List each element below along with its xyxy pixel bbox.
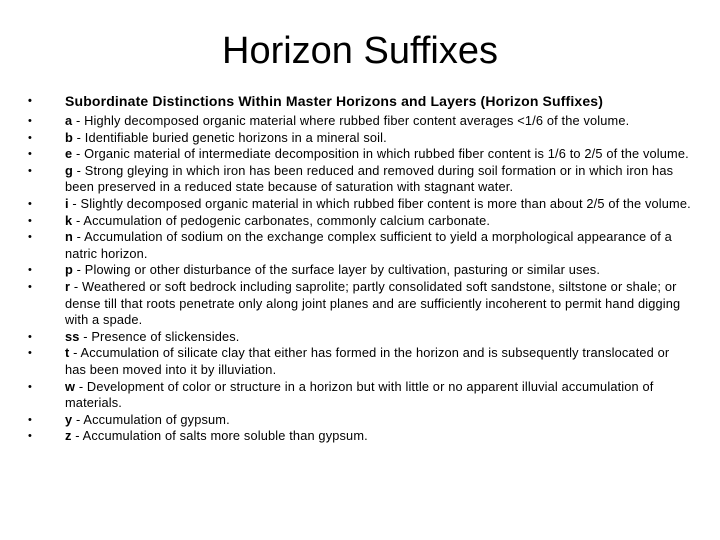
bullet-dot-icon: • <box>28 380 33 393</box>
bullet-dot-icon: • <box>28 413 33 426</box>
suffix-description: - Slightly decomposed organic material in which rubbed fiber content is more than about 2/5 of the volume. <box>68 195 691 211</box>
suffix-letter: w <box>65 378 76 394</box>
list-item <box>28 412 694 429</box>
suffix-description: - Accumulation of salts more soluble than gypsum. <box>71 428 368 444</box>
list-item <box>28 428 694 445</box>
bullet-dot-icon: • <box>28 347 33 360</box>
suffix-letter: p <box>65 262 73 278</box>
suffix-description: - Accumulation of gypsum. <box>72 411 230 427</box>
bullet-dot-icon: • <box>28 214 33 227</box>
suffix-letter: y <box>65 411 73 427</box>
bullet-dot-icon: • <box>28 264 33 277</box>
suffix-letter: b <box>65 129 73 145</box>
list-item <box>28 279 694 329</box>
heading-text: Subordinate Distinctions Within Master Horizons and Layers (Horizon Suffixes) <box>65 93 604 109</box>
suffix-description: - Identifiable buried genetic horizons in a mineral soil. <box>72 129 387 145</box>
list-item <box>28 113 694 130</box>
bullet-dot-icon: • <box>28 330 33 343</box>
bullet-dot-icon: • <box>28 164 33 177</box>
suffix-letter: ss <box>65 328 80 344</box>
suffix-description: - Organic material of intermediate decomposition in which rubbed fiber content is 1/6 to 2/5 of the volume. <box>72 146 689 162</box>
suffix-letter: g <box>65 162 73 178</box>
bullet-dot-icon: • <box>28 131 33 144</box>
suffix-letter: k <box>65 212 73 228</box>
bullet-dot-icon: • <box>28 115 33 127</box>
suffix-description: - Presence of slickensides. <box>79 328 240 344</box>
bullet-dot-icon: • <box>28 280 33 293</box>
suffix-letter: a <box>65 113 73 128</box>
list-item <box>28 213 694 230</box>
list-item <box>28 130 694 147</box>
suffix-description: - Plowing or other disturbance of the surface layer by cultivation, pasturing or similar uses. <box>72 262 601 278</box>
suffix-description: - Strong gleying in which iron has been reduced and removed during soil formation or in which iron has been preserved in a reduced state because of saturation with stagnant water. <box>65 162 674 195</box>
bullet-dot-icon: • <box>28 430 33 443</box>
suffix-letter: r <box>65 278 71 294</box>
suffix-description: - Highly decomposed organic material where rubbed fiber content averages <1/6 of the volume. <box>72 113 630 128</box>
suffix-letter: e <box>65 146 73 162</box>
suffix-description: - Accumulation of pedogenic carbonates, commonly calcium carbonate. <box>72 212 491 228</box>
suffix-letter: t <box>65 345 70 361</box>
list-item <box>28 163 694 196</box>
suffix-description: - Accumulation of sodium on the exchange complex sufficient to yield a morphological appearance of a natric horizon. <box>65 229 672 261</box>
suffix-letter: n <box>65 229 73 245</box>
list-item <box>28 379 694 412</box>
suffix-description: - Development of color or structure in a horizon but with little or no apparent illuvial accumulation of materials. <box>65 378 654 411</box>
bullet-dot-icon: • <box>28 148 33 161</box>
list-item <box>28 329 694 346</box>
list-item <box>28 196 694 213</box>
suffix-letter: i <box>65 195 69 211</box>
slide-title: Horizon Suffixes <box>222 30 498 72</box>
suffix-letter: z <box>65 428 72 444</box>
bullet-dot-icon: • <box>28 197 33 210</box>
list-item <box>28 345 694 378</box>
bullet-list <box>28 92 694 445</box>
list-item <box>28 146 694 163</box>
list-item <box>28 262 694 279</box>
bullet-dot-icon: • <box>28 231 33 244</box>
bullet-dot-icon: • <box>28 95 33 107</box>
list-heading <box>28 92 694 110</box>
list-item <box>28 229 694 262</box>
suffix-description: - Weathered or soft bedrock including saprolite; partly consolidated soft sandstone, siltstone or shale; or dense till that roots penetrate only along joint planes and are sufficiently incoherent to permit hand digging with a spade. <box>65 278 681 328</box>
suffix-description: - Accumulation of silicate clay that either has formed in the horizon and is subsequently translocated or has been moved into it by illuviation. <box>65 345 670 377</box>
